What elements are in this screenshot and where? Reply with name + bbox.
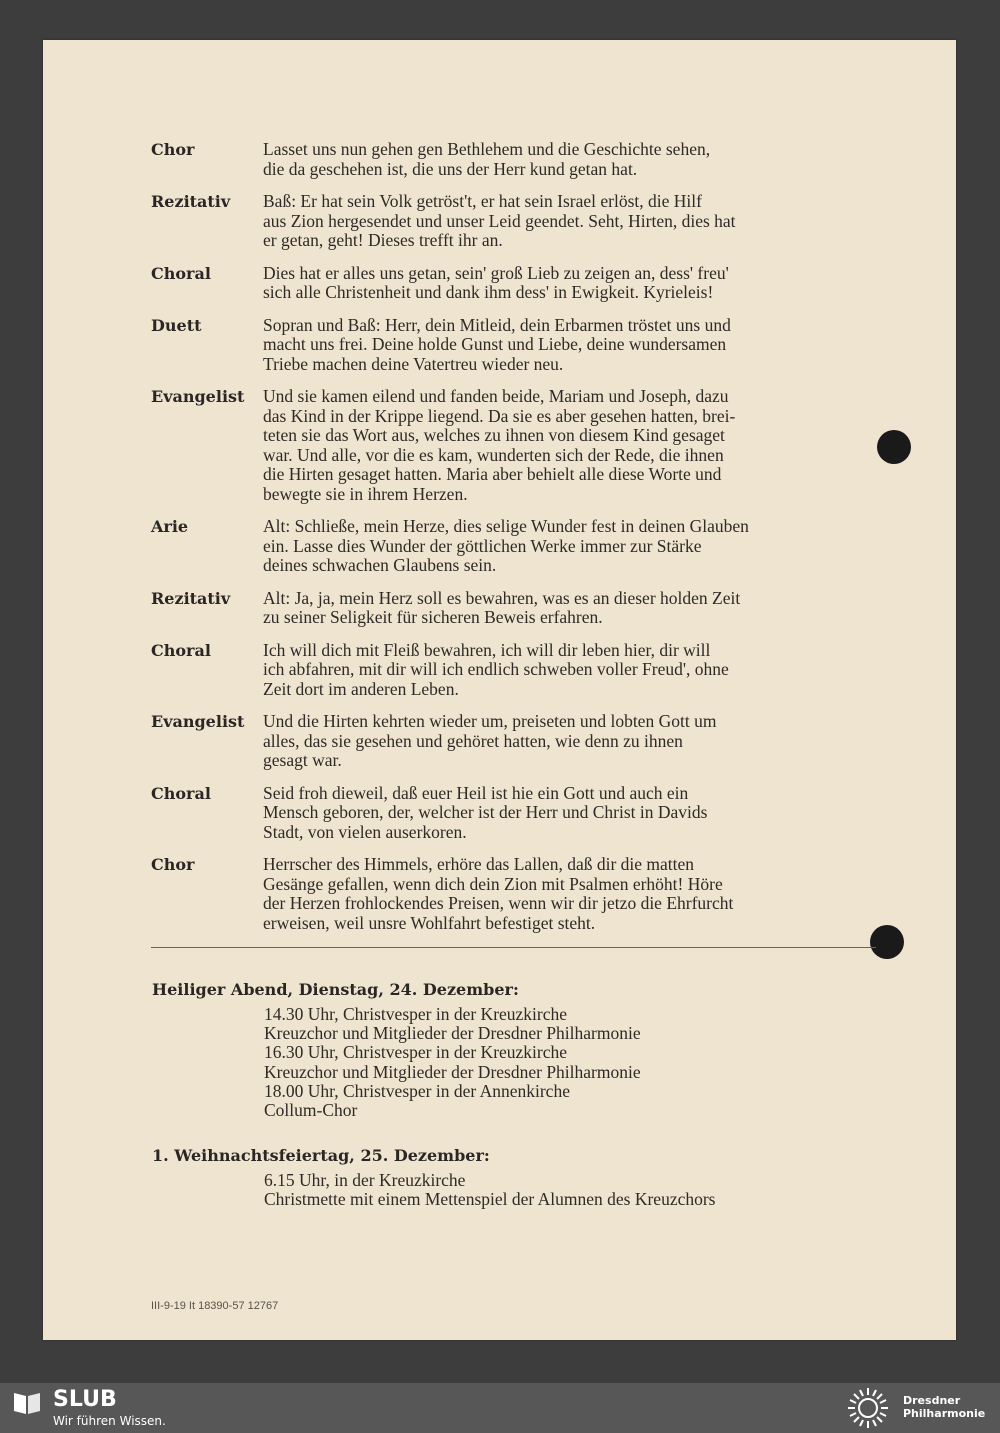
entry-label: Rezitativ [151, 588, 231, 608]
entry-text: Alt: Ja, ja, mein Herz soll es bewahren, was es an dieser holden Zeit zu seiner Seligkeit für sicheren Beweis erfahren. [263, 587, 741, 627]
event-block [152, 1146, 892, 1209]
program-sheet [43, 40, 956, 1340]
punch-hole-lower [870, 925, 904, 959]
entry-label: Chor [151, 855, 195, 874]
entry-text: Ich will dich mit Fleiß bewahren, ich will dir leben hier, dir will ich abfahren, mit dir will ich endlich schweben voller Freud', ohne Zeit dort im anderen Leben. [263, 639, 729, 699]
entry-label: Evangelist [151, 712, 245, 731]
program-entry [151, 517, 874, 576]
entry-text: Herrscher des Himmels, erhöre das Lallen, daß dir die matten Gesänge gefallen, wenn dich dein Zion mit Psalmen erhöht! Höre der Herzen frohlockendes Preisen, wenn wir dir jetzo die Ehrfurcht erweisen, weil unsre Wohlfahrt befestiget steht. [263, 854, 734, 933]
philharmonie-logo-text[interactable]: Dresdner Philharmonie [903, 1394, 986, 1420]
print-code: III-9-19 It 18390-57 12767 [151, 1300, 279, 1312]
entry-label: Choral [151, 263, 211, 283]
entry-label: Duett [151, 315, 202, 335]
event-details: 6.15 Uhr, in der Kreuzkirche Christmette mit einem Mettenspiel der Alumnen des Kreuzchors [264, 1170, 716, 1210]
event-heading: 1. Weihnachtsfeiertag, 25. Dezember: [152, 1146, 490, 1166]
event-block [152, 980, 892, 1120]
entry-label: Rezitativ [151, 192, 231, 211]
slub-tagline: Wir führen Wissen. [53, 1414, 166, 1428]
entry-text: Und sie kamen eilend und fanden beide, Mariam und Joseph, dazu das Kind in der Krippe liegend. Da sie es aber gesehen hatten, brei- teten sie das Wort aus, welches zu ihnen von diesem Kind gesaget war. Und alle, vor die es kam, wunderten sich der Rede, die ihnen die Hirten gesaget hatten. Maria aber behielt alle diese Worte und bewegte sie in ihrem Herzen. [263, 386, 736, 504]
entry-text: Baß: Er hat sein Volk getröst't, er hat sein Israel erlöst, die Hilf aus Zion hergesendet und unser Leid geendet. Seht, Hirten, dies hat er getan, geht! Dieses trefft ihr an. [263, 191, 736, 250]
program-entry [151, 387, 874, 504]
entry-label: Choral [151, 640, 211, 660]
program-entry [151, 589, 874, 628]
program-entry [151, 855, 874, 933]
event-details: 14.30 Uhr, Christvesper in der Kreuzkirche Kreuzchor und Mitglieder der Dresdner Philharmonie 16.30 Uhr, Christvesper in der Kreuzkirche Kreuzchor und Mitglieder der Dresdner Philharmonie 18.00 Uhr, Christvesper in der Annenkirche Collum-Chor [264, 1004, 641, 1121]
footer-bar [0, 1383, 1000, 1433]
program-entry [151, 140, 874, 179]
program-entries [151, 140, 874, 946]
punch-hole-upper [877, 430, 911, 464]
entry-label: Arie [151, 517, 189, 536]
book-icon [12, 1389, 42, 1415]
program-entry [151, 641, 874, 700]
entry-label: Chor [151, 140, 195, 159]
program-entry [151, 264, 874, 303]
section-divider [151, 947, 876, 948]
program-entry [151, 712, 874, 771]
entry-text: Dies hat er alles uns getan, sein' groß Lieb zu zeigen an, dess' freu' sich alle Christenheit und dank ihm dess' in Ewigkeit. Kyrieleis! [263, 262, 729, 302]
event-heading: Heiliger Abend, Dienstag, 24. Dezember: [152, 980, 519, 999]
entry-label: Choral [151, 783, 211, 803]
entry-label: Evangelist [151, 387, 245, 406]
entry-text: Lasset uns nun gehen gen Bethlehem und die Geschichte sehen, die da geschehen ist, die uns der Herr kund getan hat. [263, 139, 711, 179]
program-entry [151, 192, 874, 251]
program-entry [151, 316, 874, 375]
philharmonie-sun-icon [843, 1386, 893, 1430]
entry-text: Alt: Schließe, mein Herze, dies selige Wunder fest in deinen Glauben ein. Lasse dies Wunder der göttlichen Werke immer zur Stärke deines schwachen Glaubens sein. [263, 516, 749, 575]
entry-text: Seid froh dieweil, daß euer Heil ist hie ein Gott und auch ein Mensch geboren, der, welcher ist der Herr und Christ in Davids Stadt, von vielen auserkoren. [263, 782, 708, 842]
program-entry [151, 784, 874, 843]
entry-text: Sopran und Baß: Herr, dein Mitleid, dein Erbarmen tröstet uns und macht uns frei. Deine holde Gunst und Liebe, deine wundersamen Triebe machen deine Vatertreu wieder neu. [263, 314, 731, 374]
slub-logo-text[interactable]: SLUB [53, 1387, 117, 1412]
entry-text: Und die Hirten kehrten wieder um, preiseten und lobten Gott um alles, das sie gesehen und gehöret hatten, wie denn zu ihnen gesagt war. [263, 711, 717, 770]
service-schedule [152, 980, 892, 1236]
